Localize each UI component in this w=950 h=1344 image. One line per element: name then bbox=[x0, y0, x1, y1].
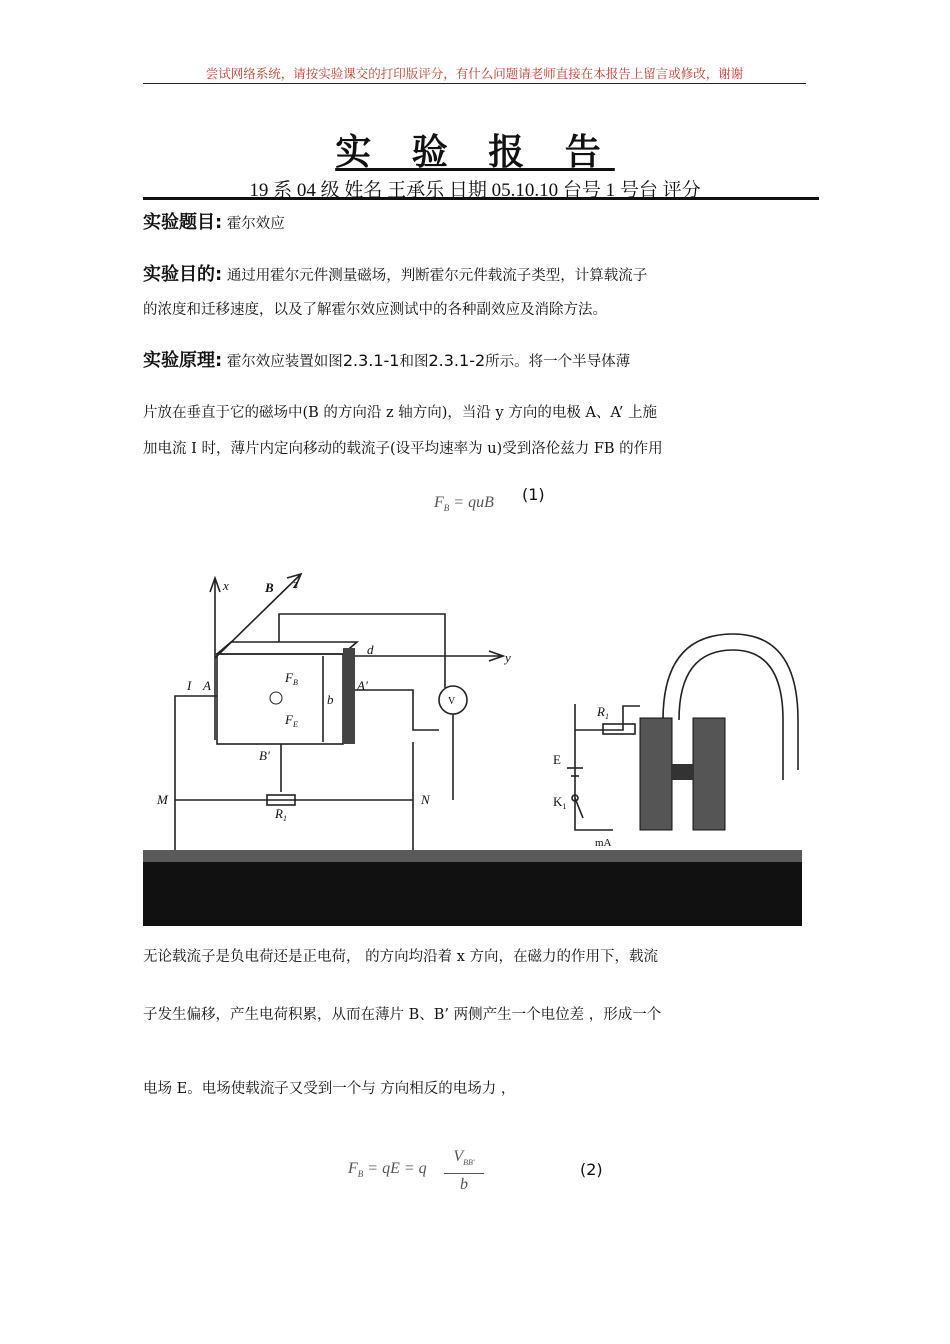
eq2-num: V bbox=[453, 1148, 464, 1165]
eq2-numerator bbox=[444, 1147, 484, 1174]
eq2-lhs: F bbox=[348, 1160, 358, 1177]
principle-label: 实验原理: bbox=[143, 350, 223, 371]
fig-b-prime-label: B' bbox=[259, 748, 270, 763]
eq2-mid: = qE = q bbox=[367, 1160, 427, 1177]
current-wire bbox=[175, 696, 217, 850]
fig-fb-sub: B bbox=[292, 678, 298, 687]
equation-1 bbox=[434, 494, 494, 513]
purpose-text-1: 通过用霍尔元件测量磁场，判断霍尔元件载流子类型，计算载流子 bbox=[226, 268, 648, 284]
equation-2 bbox=[348, 1160, 427, 1179]
fig-fe-main: F bbox=[285, 712, 293, 727]
fig-d-label: d bbox=[367, 642, 374, 657]
fig-r1-label bbox=[274, 806, 287, 823]
figure-scan-band-2 bbox=[333, 904, 802, 926]
figure-ref-2: 2.3.1-2 bbox=[428, 351, 486, 370]
magnet-gap bbox=[672, 764, 693, 780]
purpose-line-1 bbox=[143, 258, 811, 293]
body-paragraph-2: 子发生偏移，产生电荷积累，从而在薄片 B、B’ 两侧产生一个电位差 ，形成一个 bbox=[143, 1007, 662, 1023]
principle-line-1 bbox=[143, 344, 811, 379]
fig-m-label: M bbox=[157, 792, 168, 807]
purpose-text-2: 的浓度和迁移速度，以及了解霍尔效应测试中的各种副效应及消除方法。 bbox=[143, 302, 607, 318]
fig-voltmeter-label: V bbox=[448, 696, 456, 707]
fig-axis-y-label: y bbox=[505, 650, 511, 665]
report-title-text: 实 验 报 告 bbox=[335, 132, 615, 173]
principle-line-3: 加电流 I 时，薄片内定向移动的载流子(设平均速率为 u)受到洛伦兹力 FB 的作用 bbox=[143, 441, 663, 457]
hall-plate bbox=[217, 654, 343, 744]
switch-blade bbox=[575, 798, 583, 818]
coil-left bbox=[640, 718, 672, 830]
charge-symbol bbox=[270, 692, 282, 704]
top-wire bbox=[279, 614, 445, 688]
plate-side-hatch bbox=[343, 648, 355, 744]
body-paragraph-1: 无论载流子是负电荷还是正电荷， 的方向均沿着 x 方向，在磁力的作用下，载流 bbox=[143, 949, 659, 965]
fig-i-label: I bbox=[187, 678, 192, 693]
fig-right-r1-sub: 1 bbox=[604, 712, 609, 721]
eq1-lhs: F bbox=[434, 494, 444, 511]
notice-divider bbox=[143, 83, 806, 84]
hall-plate-top bbox=[217, 642, 357, 654]
fig-a-label: A bbox=[203, 678, 211, 693]
eq1-sub: B bbox=[443, 503, 450, 514]
principle-text-1c: 所示。将一个半导体薄 bbox=[485, 354, 631, 370]
eq2-den: b bbox=[460, 1176, 468, 1194]
body-paragraph-3: 电场 E。电场使载流子又受到一个与 方向相反的电场力 ， bbox=[143, 1081, 516, 1097]
fig-n-label: N bbox=[421, 792, 430, 807]
fig-right-k1-sub: 1 bbox=[562, 802, 567, 811]
fig-axis-x-label: x bbox=[223, 578, 229, 593]
purpose-label: 实验目的: bbox=[143, 264, 223, 285]
figure-ref-1: 2.3.1-1 bbox=[342, 351, 400, 370]
equation-2-fraction bbox=[444, 1147, 484, 1196]
fig-right-e-label: E bbox=[553, 752, 561, 767]
report-meta: 19 系 04 级 姓名 王承乐 日期 05.10.10 台号 1 号台 评分 bbox=[249, 180, 701, 201]
fig-fb-label bbox=[284, 670, 298, 687]
hall-effect-figure bbox=[143, 570, 802, 926]
fig-right-r1-label bbox=[596, 704, 609, 721]
magnet-yoke-outer bbox=[663, 634, 798, 770]
coil-right bbox=[693, 718, 725, 830]
report-notice: 尝试网络系统，请按实验课交的打印版评分，有什么问题请老师直接在本报告上留言或修改，谢谢 bbox=[205, 66, 744, 81]
volt-wire bbox=[355, 690, 439, 730]
fig-r1-sub: 1 bbox=[282, 814, 287, 823]
equation-1-number: (1) bbox=[522, 485, 545, 504]
topic-value: 霍尔效应 bbox=[226, 216, 285, 232]
figure-scan-noise bbox=[143, 850, 802, 862]
eq1-rhs: = quB bbox=[453, 494, 494, 511]
fig-fe-label bbox=[284, 712, 298, 729]
eq2-num-sub: BB' bbox=[463, 1158, 475, 1168]
right-resistor bbox=[603, 724, 635, 734]
equation-2-number: (2) bbox=[580, 1160, 603, 1179]
fig-right-k1-main: K bbox=[553, 794, 563, 809]
principle-text-1b: 和图 bbox=[399, 354, 429, 370]
principle-line-2: 片放在垂直于它的磁场中(B 的方向沿 z 轴方向)，当沿 y 方向的电极 A、A’ 上施 bbox=[143, 405, 657, 421]
fig-field-b-label: B bbox=[265, 580, 274, 595]
purpose-paragraph bbox=[143, 258, 811, 327]
topic-line bbox=[143, 206, 811, 241]
fig-axis-z-label: z bbox=[293, 576, 299, 591]
fig-fe-sub: E bbox=[292, 720, 298, 729]
fig-right-ma-label: mA bbox=[595, 837, 612, 849]
topic-label: 实验题目: bbox=[143, 212, 223, 233]
meta-divider bbox=[143, 197, 819, 200]
principle-text-1a: 霍尔效应装置如图 bbox=[226, 354, 343, 370]
fig-right-k1-label bbox=[553, 794, 566, 811]
eq2-sub: B bbox=[357, 1169, 364, 1180]
fig-right-r1-main: R bbox=[597, 704, 605, 719]
fig-r1-main: R bbox=[275, 806, 283, 821]
fig-b-label: b bbox=[327, 692, 334, 707]
report-title bbox=[0, 124, 950, 175]
fig-a-prime-label: A' bbox=[357, 678, 368, 693]
fig-fb-main: F bbox=[285, 670, 293, 685]
